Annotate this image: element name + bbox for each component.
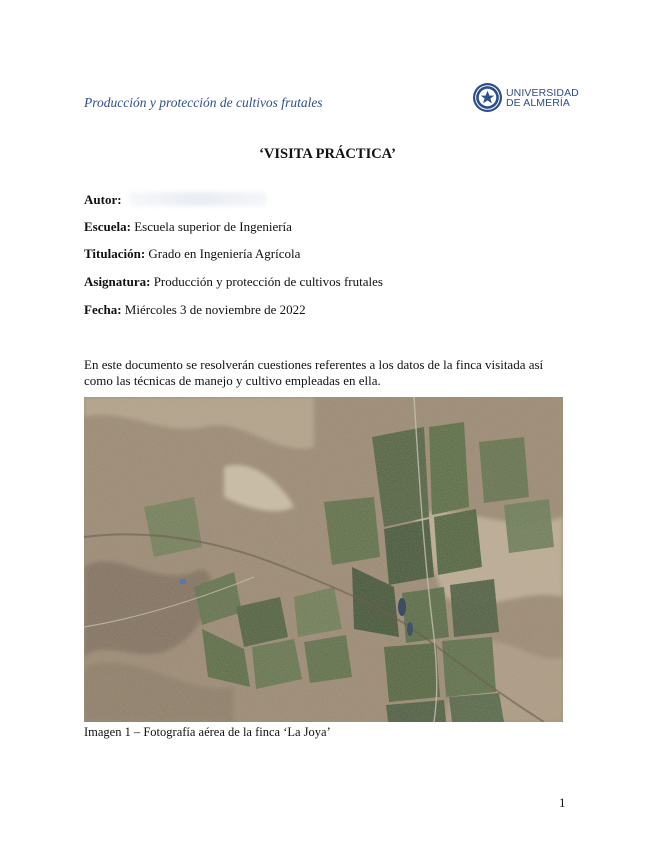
field-label: Titulación: — [84, 246, 146, 261]
field-value: Grado en Ingeniería Agrícola — [148, 246, 301, 261]
field-author — [84, 192, 267, 208]
redacted-author-name — [129, 192, 267, 206]
image-caption: Imagen 1 – Fotografía aérea de la finca ‘La Joya’ — [84, 725, 331, 739]
field-value: Escuela superior de Ingeniería — [134, 219, 292, 234]
intro-paragraph: En este documento se resolverán cuestiones referentes a los datos de la finca visitada así como las técnicas de manejo y cultivo empleadas en ella. — [84, 357, 544, 388]
field-degree — [84, 246, 300, 262]
logo-line-1: UNIVERSIDAD — [506, 86, 579, 99]
field-label: Asignatura: — [84, 274, 151, 289]
field-label: Escuela: — [84, 219, 131, 234]
logo-line-2: DE ALMERÍA — [506, 96, 571, 109]
field-school — [84, 219, 292, 235]
document-title: ‘VISITA PRÁCTICA’ — [259, 146, 396, 162]
logo-text — [506, 88, 579, 108]
university-seal-icon — [472, 82, 503, 113]
field-date — [84, 302, 306, 318]
page-number: 1 — [559, 795, 566, 810]
field-value: Miércoles 3 de noviembre de 2022 — [124, 302, 306, 317]
field-label: Fecha: — [84, 302, 122, 317]
aerial-photo — [84, 397, 563, 722]
field-subject — [84, 274, 383, 290]
field-label: Autor: — [84, 192, 122, 207]
course-title: Producción y protección de cultivos frutales — [84, 95, 323, 110]
university-logo — [472, 82, 579, 113]
field-value: Producción y protección de cultivos frutales — [153, 274, 383, 289]
